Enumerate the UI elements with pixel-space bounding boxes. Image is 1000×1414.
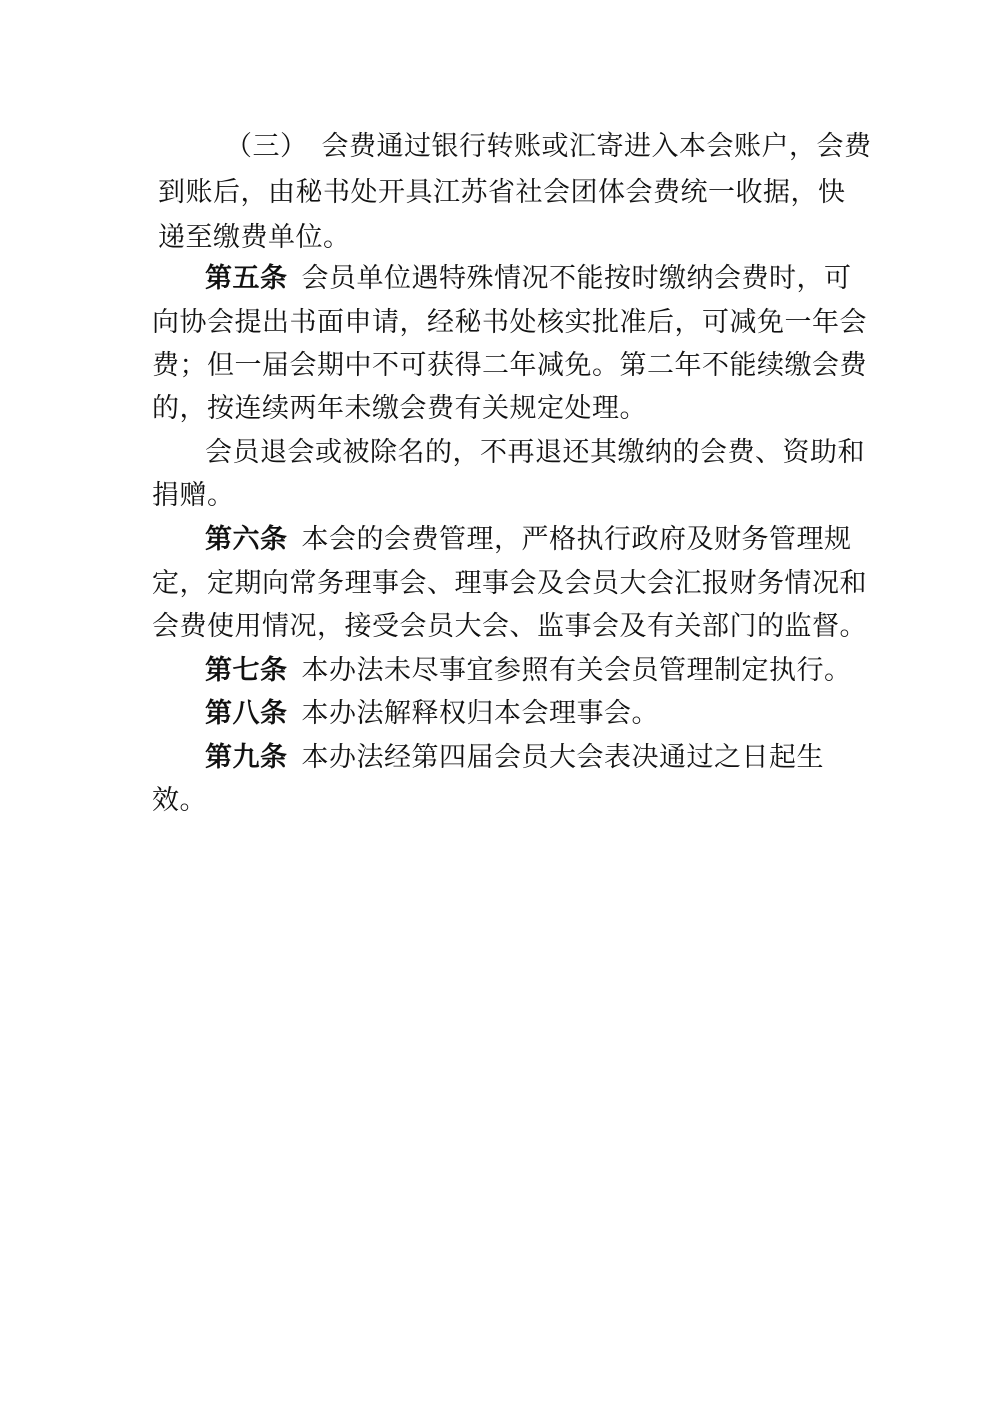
paragraph-text: 定，定期向常务理事会、理事会及会员大会汇报财务情况和	[152, 568, 867, 599]
article-7-heading: 第七条	[205, 655, 288, 686]
clause-3-line-1	[225, 127, 925, 167]
article-9-text: 本办法经第四届会员大会表决通过之日起生	[301, 742, 824, 773]
clause-3-text: 会费通过银行转账或汇寄进入本会账户，会费	[321, 131, 872, 162]
article-6-text: 本会的会费管理，严格执行政府及财务管理规	[301, 524, 852, 555]
article-5-line-2	[152, 303, 867, 343]
article-5-heading: 第五条	[205, 263, 288, 294]
article-8-heading: 第八条	[205, 698, 288, 729]
article-5-line-3	[152, 346, 867, 386]
article-6-line-1	[205, 520, 905, 560]
article-8-text: 本办法解释权归本会理事会。	[301, 698, 659, 729]
article-9-line-2	[152, 781, 852, 821]
article-6-heading: 第六条	[205, 524, 288, 555]
clause-3-marker: （三）	[225, 131, 308, 162]
paragraph-text: 会员退会或被除名的，不再退还其缴纳的会费、资助和	[205, 437, 865, 468]
paragraph-text: 到账后，由秘书处开具江苏省社会团体会费统一收据，快	[158, 177, 846, 208]
paragraph-text: 递至缴费单位。	[158, 222, 351, 253]
paragraph-text: 会费使用情况，接受会员大会、监事会及有关部门的监督。	[152, 611, 867, 642]
article-9-line-1	[205, 738, 905, 778]
article-7-text: 本办法未尽事宜参照有关会员管理制定执行。	[301, 655, 852, 686]
withdrawal-line-1	[205, 433, 905, 473]
article-5-line-1	[205, 259, 905, 299]
paragraph-text: 的，按连续两年未缴会费有关规定处理。	[152, 393, 647, 424]
paragraph-text: 捐赠。	[152, 480, 235, 511]
clause-3-line-2	[158, 173, 858, 213]
clause-3-line-3	[158, 218, 858, 258]
paragraph-text: 费；但一届会期中不可获得二年减免。第二年不能续缴会费	[152, 350, 867, 381]
article-6-line-2	[152, 564, 867, 604]
withdrawal-line-2	[152, 476, 852, 516]
article-9-heading: 第九条	[205, 742, 288, 773]
paragraph-text: 向协会提出书面申请，经秘书处核实批准后，可减免一年会	[152, 307, 867, 338]
article-5-text: 会员单位遇特殊情况不能按时缴纳会费时，可	[301, 263, 852, 294]
article-5-line-4	[152, 389, 852, 429]
article-8-line	[205, 694, 905, 734]
paragraph-text: 效。	[152, 785, 207, 816]
article-6-line-3	[152, 607, 867, 647]
article-7-line	[205, 651, 905, 691]
